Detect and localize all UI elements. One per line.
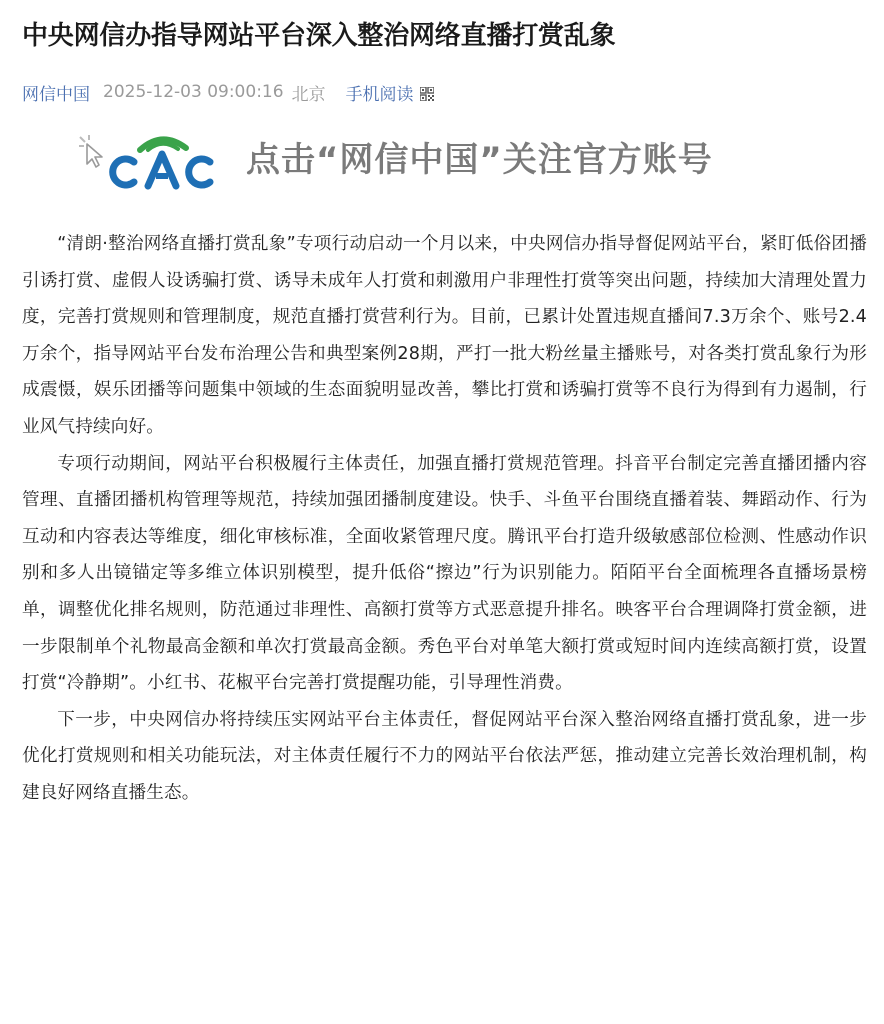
article-title: 中央网信办指导网站平台深入整治网络直播打赏乱象 bbox=[22, 21, 616, 51]
paragraph: 专项行动期间，网站平台积极履行主体责任，加强直播打赏规范管理。抖音平台制定完善直播团播内容管理、直播团播机构管理等规范，持续加强团播制度建设。快手、斗鱼平台围绕直播着装、舞蹈动作、行为互动和内容表达等维度，细化审核标准，全面收紧管理尺度。腾讯平台打造升级敏感部位检测、性感动作识别和多人出镜锚定等多维立体识别模型，提升低俗“擦边”行为识别能力。陌陌平台全面梳理各直播场景榜单，调整优化排名规则，防范通过非理性、高额打赏等方式恶意提升排名。映客平台合理调降打赏金额，进一步限制单个礼物最高金额和单次打赏最高金额。秀色平台对单笔大额打赏或短时间内连续高额打赏，设置打赏“冷静期”。小红书、花椒平台完善打赏提醒功能，引导理性消费。 bbox=[22, 453, 867, 694]
publish-datetime: 2025-12-03 09:00:16 bbox=[103, 82, 284, 102]
follow-banner[interactable] bbox=[22, 128, 867, 212]
article bbox=[22, 14, 867, 812]
mobile-read-link[interactable]: 手机阅读 bbox=[345, 84, 414, 105]
cac-logo bbox=[106, 132, 218, 190]
article-body bbox=[22, 226, 867, 812]
article-meta bbox=[22, 72, 867, 112]
pointer-cursor-icon bbox=[78, 134, 104, 168]
paragraph: “清朗·整治网络直播打赏乱象”专项行动启动一个月以来，中央网信办指导督促网站平台，紧盯低俗团播引诱打赏、虚假人设诱骗打赏、诱导未成年人打赏和刺激用户非理性打赏等突出问题，持续加大清理处置力度，完善打赏规则和管理制度，规范直播打赏营利行为。目前，已累计处置违规直播间7.3万余个、账号2.4万余个，指导网站平台发布治理公告和典型案例28期，严打一批大粉丝量主播账号，对各类打赏乱象行为形成震慑，娱乐团播等问题集中领域的生态面貌明显改善，攀比打赏和诱骗打赏等不良行为得到有力遏制，行业风气持续向好。 bbox=[22, 234, 867, 437]
qr-code-icon[interactable] bbox=[420, 86, 434, 100]
follow-banner-text[interactable]: 点击“网信中国”关注官方账号 bbox=[246, 140, 713, 180]
publish-location: 北京 bbox=[291, 84, 326, 105]
paragraph: 下一步，中央网信办将持续压实网站平台主体责任，督促网站平台深入整治网络直播打赏乱象，进一步优化打赏规则和相关功能玩法，对主体责任履行不力的网站平台依法严惩，推动建立完善长效治理机制，构建良好网络直播生态。 bbox=[22, 709, 867, 803]
source-link[interactable]: 网信中国 bbox=[22, 84, 90, 105]
